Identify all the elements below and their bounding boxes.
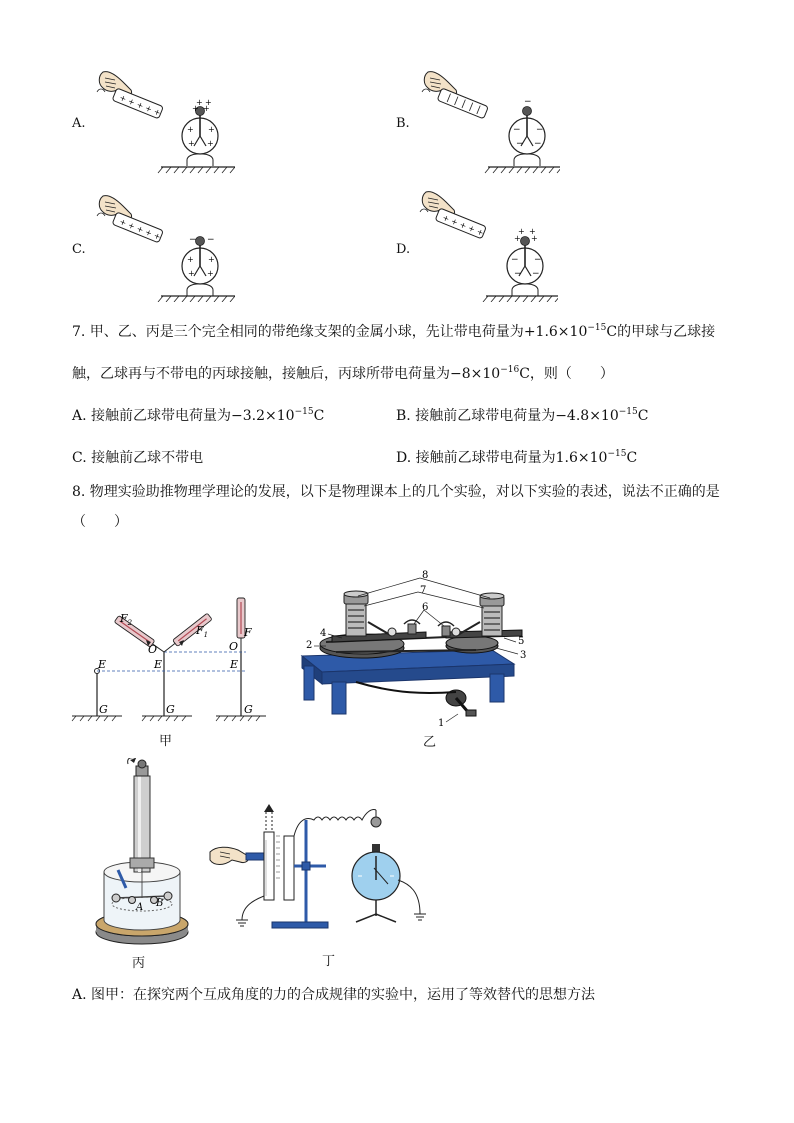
figure-bing (92, 758, 192, 950)
option-b-label: B. (396, 116, 410, 131)
label-e-right: E (230, 658, 239, 671)
svg-text:−: − (207, 235, 215, 245)
svg-text:+: + (207, 139, 214, 148)
figure-jia (66, 580, 280, 730)
svg-text:−: − (532, 269, 540, 279)
label-yi-6: 6 (422, 602, 429, 613)
option-a-figure (95, 70, 235, 176)
label-yi-7: 7 (420, 585, 427, 596)
q8-option-a[interactable]: A. 图甲：在探究两个互成角度的力的合成规律的实验中，运用了等效替代的思想方法 (72, 987, 596, 1003)
option-c-figure (95, 194, 235, 302)
svg-text:+: + (529, 227, 536, 236)
svg-text:+: + (531, 234, 538, 243)
svg-text:+: + (196, 98, 203, 107)
label-o-left: O (148, 643, 158, 656)
q7-option-b[interactable]: B. 接触前乙球带电荷量为$-4.8\times 10^{-15}C$ (396, 407, 649, 424)
label-bing-a: A (136, 902, 144, 913)
svg-text:−: − (534, 139, 542, 149)
svg-text:+: + (203, 104, 210, 113)
svg-text:+: + (188, 269, 195, 278)
svg-text:+: + (518, 227, 525, 236)
svg-text:+: + (514, 234, 521, 243)
figure-yi (296, 566, 532, 734)
q7-option-c[interactable]: C. 接触前乙球不带电 (72, 450, 204, 466)
q7-stem-line1: 7. 甲、乙、丙是三个完全相同的带绝缘支架的金属小球，先让带电荷量为$+1.6\times 10^{-15}C$的甲球与乙球接 (72, 323, 716, 340)
caption-ding: 丁 (322, 954, 336, 969)
option-c-label: C. (72, 242, 86, 257)
label-yi-1: 1 (438, 718, 445, 729)
svg-text:+: + (207, 269, 214, 278)
svg-text:+ + + + +: + + + + + (118, 217, 162, 242)
q7-stem-line2: 触，乙球再与不带电的丙球接触，接触后，丙球所带电荷量为$-8\times 10^{-16}C$，则（ ） (72, 365, 614, 382)
svg-text:−: − (511, 255, 519, 265)
svg-text:−: − (536, 125, 544, 135)
label-o-right: O (229, 640, 239, 653)
label-f: F (244, 626, 252, 639)
label-bing-b: B (156, 898, 164, 909)
svg-text:+ + + + +: + + + + + (118, 93, 162, 118)
option-d-label: D. (396, 242, 411, 257)
label-yi-3: 3 (520, 650, 527, 661)
svg-text:+: + (187, 125, 194, 134)
svg-text:+ + + + +: + + + + + (441, 213, 485, 238)
label-g-mid: G (166, 703, 175, 716)
label-yi-8: 8 (422, 570, 429, 581)
option-a-label: A. (72, 116, 86, 131)
svg-text:+: + (192, 104, 199, 113)
label-g-right: G (244, 703, 253, 716)
svg-text:+: + (205, 98, 212, 107)
svg-text:−: − (189, 235, 197, 245)
q7-option-d[interactable]: D. 接触前乙球带电荷量为$1.6\times 10^{-15}C$ (396, 449, 638, 466)
label-f1: $F_1$ (196, 624, 209, 639)
q8-stem-line1: 8. 物理实验助推物理学理论的发展，以下是物理课本上的几个实验，对以下实验的表述，说法不正确的是 (72, 484, 720, 500)
label-yi-4: 4 (320, 628, 327, 639)
svg-text:+: + (208, 125, 215, 134)
caption-bing: 丙 (132, 956, 146, 971)
svg-text:+: + (208, 255, 215, 264)
q8-stem-line2: （ ） (72, 514, 128, 530)
svg-text:+: + (188, 139, 195, 148)
svg-text:−: − (514, 269, 522, 279)
label-g-left: G (99, 703, 108, 716)
caption-jia: 甲 (159, 734, 173, 749)
option-d-figure (418, 190, 558, 302)
caption-yi: 乙 (423, 735, 437, 750)
svg-text:−: − (516, 139, 524, 149)
svg-text:−: − (524, 97, 532, 107)
figure-ding (206, 780, 446, 936)
q7-option-a[interactable]: A. 接触前乙球带电荷量为$-3.2\times 10^{-15}C$ (72, 407, 325, 424)
label-e-mid: E (154, 658, 163, 671)
label-yi-5: 5 (518, 636, 525, 647)
option-b-figure (420, 70, 560, 176)
svg-text:+: + (187, 255, 194, 264)
svg-text:−: − (534, 255, 542, 265)
label-yi-2: 2 (306, 640, 313, 651)
label-f2: $F_2$ (120, 612, 133, 627)
label-e-left: E (98, 658, 107, 671)
svg-text:−: − (513, 125, 521, 135)
